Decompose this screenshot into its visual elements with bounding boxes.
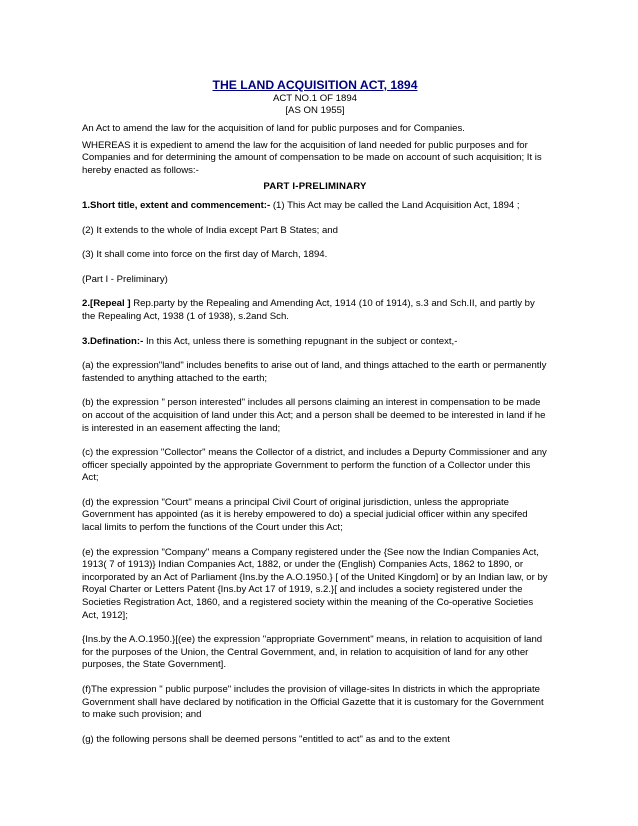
document-title: THE LAND ACQUISITION ACT, 1894 xyxy=(212,78,418,92)
whereas-paragraph: WHEREAS it is expedient to amend the law for the acquisition of land needed for public purposes and for Companies and for determining the amount of compensation to be made on account of such acquisition; It is hereby enacted as follows:- xyxy=(82,139,542,176)
section-3 xyxy=(82,336,548,349)
as-on-date: [AS ON 1955] xyxy=(285,105,345,116)
document-page xyxy=(82,78,548,746)
part-note: (Part I - Preliminary) xyxy=(82,273,168,285)
section-1-2: (2) It extends to the whole of India except Part B States; and xyxy=(82,224,338,236)
section-1 xyxy=(82,200,548,213)
section-1-label: 1.Short title, extent and commencement:- xyxy=(82,199,271,211)
section-1-3: (3) It shall come into force on the first day of March, 1894. xyxy=(82,249,328,261)
section-3-text: In this Act, unless there is something repugnant in the subject or context,- xyxy=(143,335,458,347)
section-2-label: 2.[Repeal ] xyxy=(82,298,131,310)
part-heading: PART I-PRELIMINARY xyxy=(263,181,367,193)
section-1-text: (1) This Act may be called the Land Acquisition Act, 1894 ; xyxy=(270,199,520,211)
definition-d: (d) the expression "Court" means a principal Civil Court of original jurisdiction, unless the appropriate Government has appointed (as it is hereby empowered to do) a special judicial officer within any specifed lacal limits to perfom the functions of the Court under this Act; xyxy=(82,496,528,534)
definition-ee: {Ins.by the A.O.1950.}[(ee) the expression "appropriate Government" means, in relation to acquisition of land for the purposes of the Union, the Central Government, and, in relation to acquisition of land for any other purposes, the State Government]. xyxy=(82,634,543,671)
definition-c: (c) the expression "Collector" means the Collector of a district, and includes a Depurty Commissioner and any officer specially appointed by the appropriate Government to perform the function of a Collector under this Act; xyxy=(82,447,547,484)
definition-g: (g) the following persons shall be deemed persons "entitled to act" as and to the extent xyxy=(82,733,450,745)
definition-a: (a) the expression"land" includes benefits to arise out of land, and things attached to the earth or permanently fastended to anything attached to the earth; xyxy=(82,360,547,384)
definition-f: (f)The expression " public purpose" includes the provision of village-sites In districts in which the appropriate Government shall have declared by notification in the Official Gazette that it is customary for the Government to make such provision; and xyxy=(82,684,544,721)
section-3-label: 3.Defination:- xyxy=(82,335,144,347)
intro-paragraph: An Act to amend the law for the acquisition of land for public purposes and for Companies. xyxy=(82,123,465,134)
section-2-text: Rep.party by the Repealing and Amending Act, 1914 (10 of 1914), s.3 and Sch.II, and partly by the Repealing Act, 1938 (1 of 1938), s.2and Sch. xyxy=(82,298,535,322)
definition-b: (b) the expression " person interested" includes all persons claiming an interest in compensation to be made on accout of the acquisition of land under this Act; and a person shall be deemed to be interested in land if he is interested in an easement affecting the land; xyxy=(82,397,546,434)
act-number: ACT NO.1 OF 1894 xyxy=(272,93,358,104)
definition-e: (e) the expression "Company" means a Company registered under the {See now the Indian Companies Act, 1913( 7 of 1913)} Indian Companies Act, 1882, or under the (English) Companies Acts, 1862 to 1890, or incorporated by an Act of Parliament {Ins.by the A.O.1950.} [ of the United Kingdom] or by an Indian law, or by Royal Charter or Letters Patent {Ins.by Act 17 of 1919, s.2.}[ and includes a society registered under the Societies Registration Act, 1860, and a registered society within the meaning of the Co-operative Societies Act, 1912]; xyxy=(82,546,548,621)
section-2 xyxy=(82,298,548,323)
